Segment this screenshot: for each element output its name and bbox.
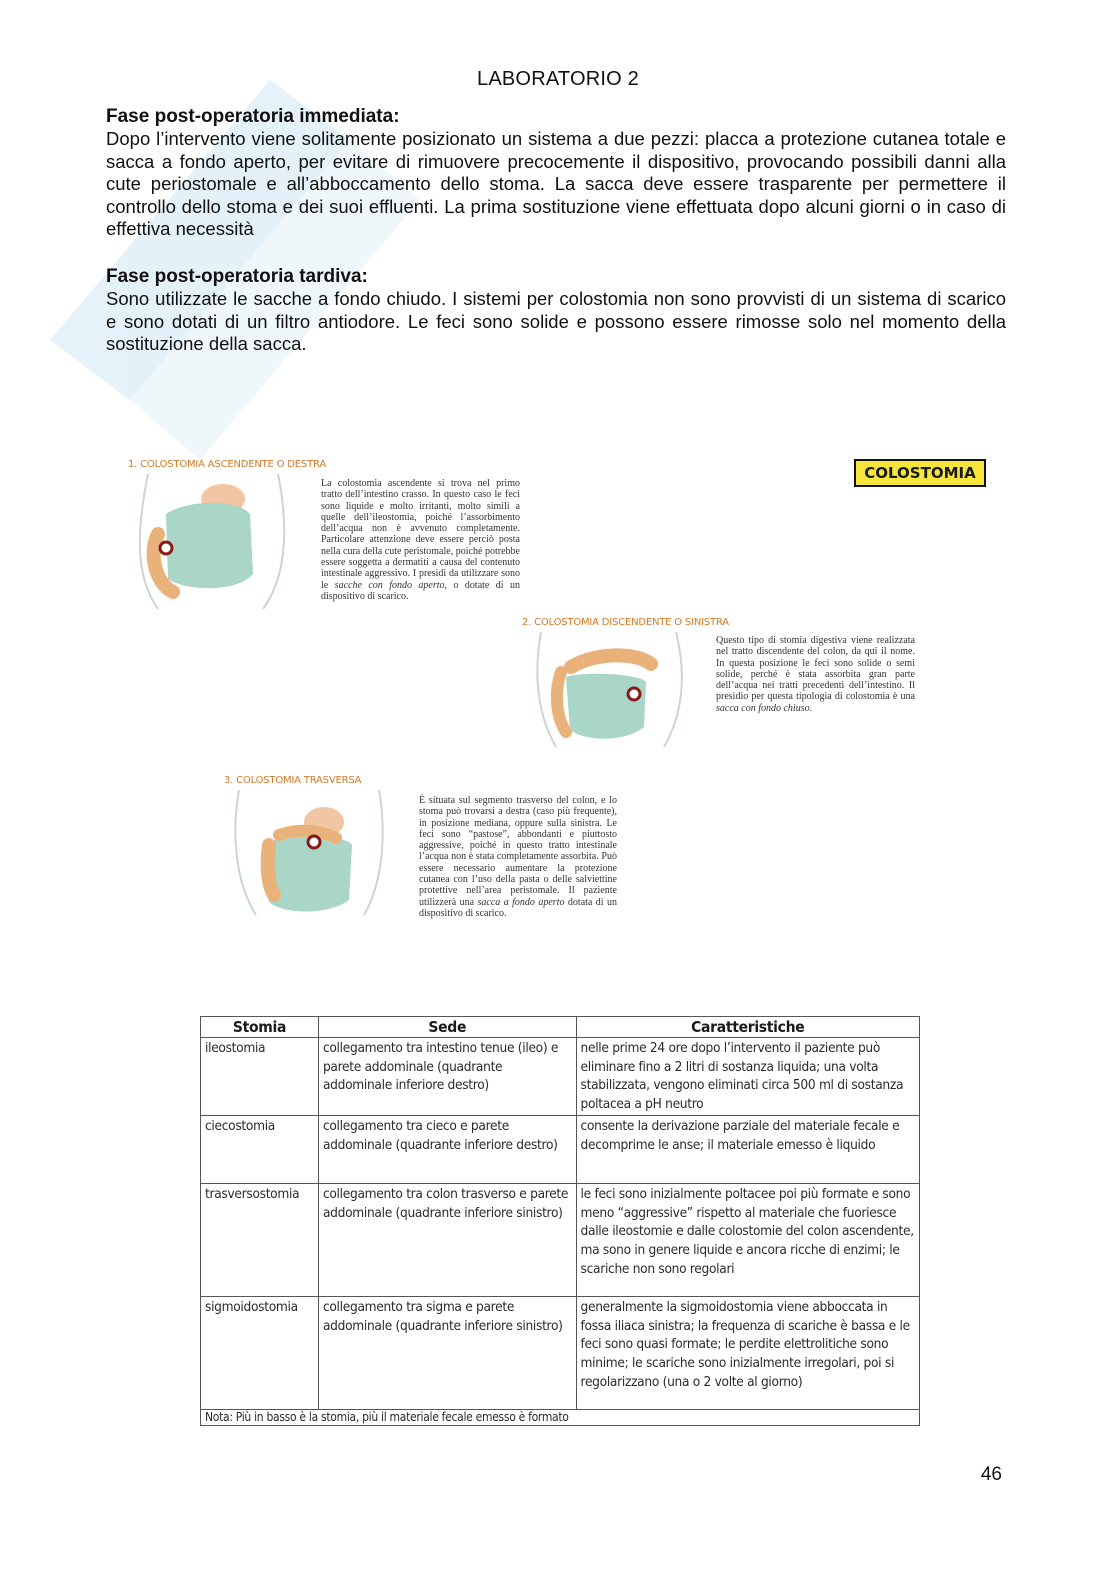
column-header: Caratteristiche (576, 1017, 919, 1038)
table-cell: ciecostomia (201, 1115, 319, 1183)
column-header: Stomia (201, 1017, 319, 1038)
page-title: LABORATORIO 2 (477, 68, 639, 90)
table-cell: sigmoidostomia (201, 1296, 319, 1409)
section-heading: Fase post-operatoria immediata: (106, 106, 400, 127)
section-body: Sono utilizzate le sacche a fondo chiudo. I sistemi per colostomia non sono provvisti di un sistema di scarico e sono dotati di un filtro antiodore. Le feci sono solide e possono essere rimosse solo nel momento della sostituzione della sacca. (106, 288, 1006, 354)
table-row (201, 1115, 920, 1183)
section-body: Dopo l’intervento viene solitamente posizionato un sistema a due pezzi: placca a protezione cutanea totale e sacca a fondo aperto, per evitare di rimuovere precocemente il dispositivo, provocando possibili danni alla cute periostomale e all’abboccamento dello stoma. La sacca deve essere trasparente per permettere il controllo dello stoma e dei suoi effluenti. La prima sostituzione viene effettuata dopo alcuni giorni o in caso di effettiva necessità (106, 128, 1006, 239)
table-note: Nota: Più in basso è la stomia, più il materiale fecale emesso è formato (201, 1409, 920, 1425)
table-cell: le feci sono inizialmente poltacee poi più formate e sono meno “aggressive” rispetto al materiale che fuoriesce dalle ileostomie e dalle colostomie del colon ascendente, ma sono in genere liquide e ancora ricche di enzimi; le scariche non sono regolari (576, 1183, 919, 1296)
table-cell: nelle prime 24 ore dopo l’intervento il paziente può eliminare fino a 2 litri di sostanza liquida; una volta stabilizzata, vengono eliminati circa 500 ml di sostanza poltacea a pH neutro (576, 1038, 919, 1116)
panel-2-text: Questo tipo di stomia digestiva viene realizzata nel tratto discendente del colon, da qui il nome. In questa posizione le feci sono solide o semi solide, perché è stata assorbita gran parte dell’acqua nei tratti precedenti dell’intestino. Il presidio per questa tipologia di colostomia è una sacca con fondo chiuso. (716, 635, 915, 714)
table-note-row (201, 1409, 920, 1425)
section-immediate-postop (106, 106, 1006, 241)
table-cell: collegamento tra cieco e parete addominale (quadrante inferiore destro) (318, 1115, 576, 1183)
panel-2-title: 2. COLOSTOMIA DISCENDENTE O SINISTRA (522, 617, 729, 628)
table-cell: collegamento tra colon trasverso e parete addominale (quadrante inferiore sinistro) (318, 1183, 576, 1296)
table-row (201, 1296, 920, 1409)
table-cell: ileostomia (201, 1038, 319, 1116)
table-cell: collegamento tra intestino tenue (ileo) e parete addominale (quadrante addominale inferiore destro) (318, 1038, 576, 1116)
colostomia-badge: COLOSTOMIA (854, 459, 986, 487)
table-cell: generalmente la sigmoidostomia viene abboccata in fossa iliaca sinistra; la frequenza di scariche è bassa e le feci sono quasi formate; le perdite elettrolitiche sono minime; le scariche sono inizialmente irregolari, poi si regolarizzano (una o 2 volte al giorno) (576, 1296, 919, 1409)
panel-3-title: 3. COLOSTOMIA TRASVERSA (224, 775, 362, 786)
page-number: 46 (980, 1464, 1002, 1485)
panel-3-text: È situata sul segmento trasverso del colon, e lo stoma può trovarsi a destra (caso più frequente), in posizione mediana, oppure sulla sinistra. Le feci sono “pastose”, abbondanti e piuttosto aggressive, poiché in questo tratto intestinale l’acqua non è stata completamente assorbita. Può essere necessario aumentare la protezione cutanea con l’uso della pasta o delle salviettine protettive nell’area peristomale. Il paziente utilizzerà una sacca a fondo aperto dotata di un dispositivo di scarico. (419, 795, 618, 919)
colon-descending-illustration (526, 632, 696, 752)
section-heading: Fase post-operatoria tardiva: (106, 266, 368, 287)
table-cell: collegamento tra sigma e parete addominale (quadrante inferiore sinistro) (318, 1296, 576, 1409)
section-late-postop (106, 266, 1006, 356)
table-cell: trasversostomia (201, 1183, 319, 1296)
stomia-table (200, 1016, 920, 1426)
table-row (201, 1038, 920, 1116)
table-cell: consente la derivazione parziale del materiale fecale e decomprime le anse; il materiale emesso è liquido (576, 1115, 919, 1183)
panel-1-text: La colostomia ascendente si trova nel primo tratto dell’intestino crasso. In questo caso le feci sono liquide e molto irritanti, molto simili a quelle dell’ileostomia, poiché l’assorbimento dell’acqua non è avvenuto completamente. Particolare attenzione deve essere perciò posta nella cura della cute peristomale, poiché potrebbe essere soggetta a dermatiti a causa del contenuto intestinale aggressivo. I presidi da utilizzare sono le sacche con fondo aperto, o dotate di un dispositivo di scarico. (321, 478, 521, 602)
colon-transverse-illustration (224, 790, 394, 920)
table-header-row (201, 1017, 920, 1038)
table-row (201, 1183, 920, 1296)
panel-1-title: 1. COLOSTOMIA ASCENDENTE O DESTRA (128, 459, 326, 470)
colon-ascending-illustration (128, 474, 293, 614)
column-header: Sede (318, 1017, 576, 1038)
